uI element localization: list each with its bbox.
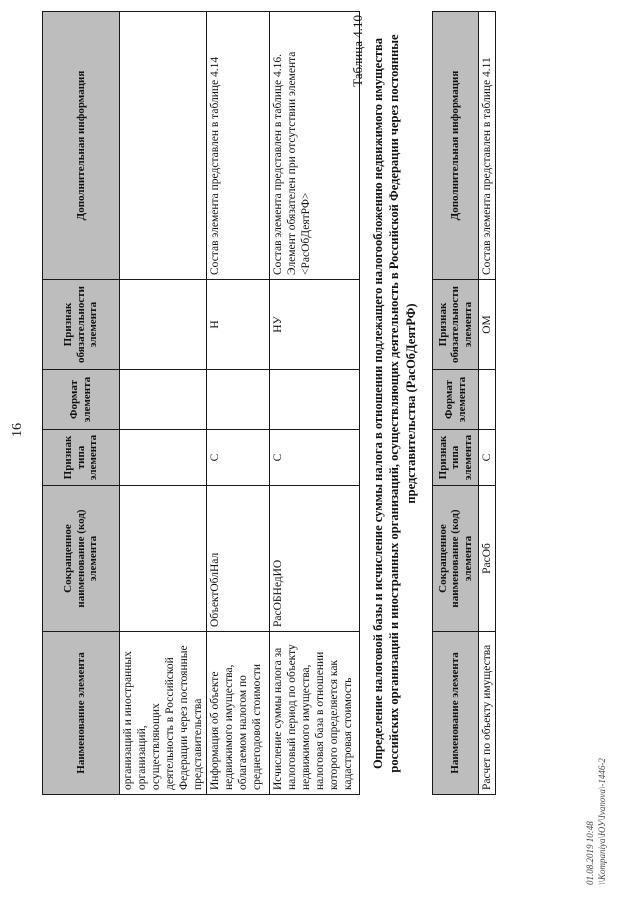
- cell-code: ОбъектОблНал: [207, 486, 270, 632]
- header-info: Дополнительная информация: [433, 12, 479, 280]
- cell-type: С: [479, 430, 496, 486]
- header-required: Признак обязательности элемента: [43, 280, 120, 370]
- header-code: Сокращенное наименование (код) элемента: [433, 486, 479, 632]
- header-name: Наименование элемента: [43, 632, 120, 795]
- cell-code: [120, 486, 207, 632]
- table-row: [270, 12, 360, 795]
- cell-name: Расчет по объекту имущества: [479, 632, 496, 795]
- header-type: Признак типа элемента: [43, 430, 120, 486]
- cell-code: РасОб: [479, 486, 496, 632]
- header-info: Дополнительная информация: [43, 12, 120, 280]
- table-label: Таблица 4.10: [350, 15, 365, 87]
- table-row: [207, 12, 270, 795]
- cell-info: Состав элемента представлен в таблице 4.16. Элемент обязателен при отсутствии элемента <РасОбДеятРФ>: [270, 12, 360, 280]
- table-header-row: [43, 12, 120, 795]
- cell-type: С: [207, 430, 270, 486]
- elements-table-continued: [42, 11, 360, 795]
- footer-timestamp: 01.08.2019 10:48: [585, 821, 595, 885]
- header-format: Формат элемента: [43, 370, 120, 430]
- cell-name: Информация об объекте недвижимого имущества, облагаемом налогом по среднегодовой стоимости: [207, 632, 270, 795]
- table-row: [120, 12, 207, 795]
- cell-required: ОМ: [479, 280, 496, 370]
- cell-info: Состав элемента представлен в таблице 4.11: [479, 12, 496, 280]
- cell-required: НУ: [270, 280, 360, 370]
- header-name: Наименование элемента: [433, 632, 479, 795]
- cell-format: [270, 370, 360, 430]
- header-code: Сокращенное наименование (код) элемента: [43, 486, 120, 632]
- footer-path: \\Kompaniya\ЮУ\Ivanova\-1446-2: [596, 758, 607, 885]
- cell-info: [120, 12, 207, 280]
- page-number: 16: [10, 423, 25, 437]
- cell-required: Н: [207, 280, 270, 370]
- header-required: Признак обязательности элемента: [433, 280, 479, 370]
- table-heading: Определение налоговой базы и исчисление суммы налога в отношении подлежащего налогообложению недвижимого имущества российских организаций и иностранных организаций, осуществляющих деятельность в Российской Федерации через постоянные представительства (РасОбДеятРФ): [371, 34, 418, 773]
- cell-format: [120, 370, 207, 430]
- cell-name: организаций и иностранных организаций, осуществляющих деятельность в Российской Федерации через постоянные представительства: [120, 632, 207, 795]
- cell-format: [207, 370, 270, 430]
- cell-name: Исчисление суммы налога за налоговый период по объекту недвижимого имущества, налоговая база в отношении которого определяется как кадастровая стоимость: [270, 632, 360, 795]
- cell-type: С: [270, 430, 360, 486]
- cell-type: [120, 430, 207, 486]
- print-footer: [585, 685, 608, 885]
- cell-info: Состав элемента представлен в таблице 4.14: [207, 12, 270, 280]
- cell-format: [479, 370, 496, 430]
- table-row: [479, 12, 496, 795]
- elements-table-4-10: [432, 11, 496, 795]
- cell-required: [120, 280, 207, 370]
- table-header-row: [433, 12, 479, 795]
- cell-code: РасОБНедИО: [270, 486, 360, 632]
- header-type: Признак типа элемента: [433, 430, 479, 486]
- header-format: Формат элемента: [433, 370, 479, 430]
